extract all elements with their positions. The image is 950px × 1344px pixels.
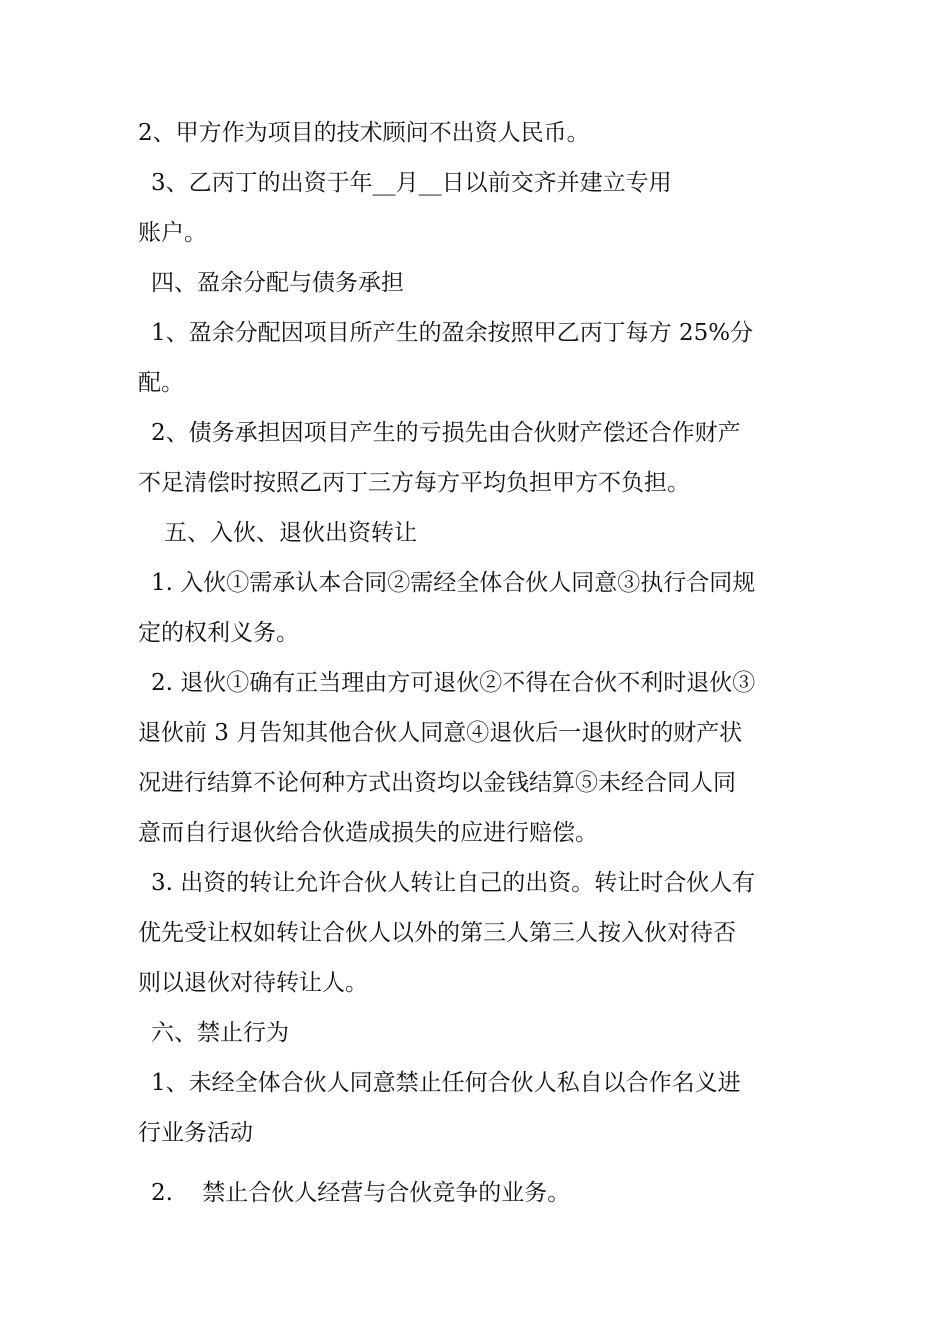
- paragraph-line: 3、乙丙丁的出资于年__月__日以前交齐并建立专用: [151, 170, 672, 196]
- paragraph-line: 2、债务承担因项目产生的亏损先由合伙财产偿还合作财产: [151, 420, 741, 446]
- paragraph-line: 优先受让权如转让合伙人以外的第三人第三人按入伙对待否: [138, 920, 736, 946]
- paragraph-line: 2. 退伙①确有正当理由方可退伙②不得在合伙不利时退伙③: [151, 670, 756, 696]
- paragraph-line: 意而自行退伙给合伙造成损失的应进行赔偿。: [138, 820, 598, 846]
- paragraph-line: 定的权利义务。: [138, 620, 299, 646]
- paragraph-line: 行业务活动: [138, 1120, 253, 1146]
- paragraph-line: 1. 入伙①需承认本合同②需经全体合伙人同意③执行合同规: [151, 570, 756, 596]
- paragraph-line: 退伙前 3 月告知其他合伙人同意④退伙后一退伙时的财产状: [138, 720, 743, 746]
- paragraph-line: 1、盈余分配因项目所产生的盈余按照甲乙丙丁每方 25%分: [151, 320, 754, 346]
- paragraph-line: 账户。: [138, 220, 207, 246]
- paragraph-line: 2. 禁止合伙人经营与合伙竞争的业务。: [151, 1180, 571, 1206]
- paragraph-line: 3. 出资的转让允许合伙人转让自己的出资。转让时合伙人有: [151, 870, 756, 896]
- paragraph-line: 配。: [138, 370, 184, 396]
- section-heading: 六、禁止行为: [151, 1020, 289, 1046]
- section-heading: 四、盈余分配与债务承担: [151, 270, 404, 296]
- paragraph-line: 况进行结算不论何种方式出资均以金钱结算⑤未经合同人同: [138, 770, 736, 796]
- paragraph-line: 则以退伙对待转让人。: [138, 970, 368, 996]
- section-heading: 五、入伙、退伙出资转让: [164, 520, 417, 546]
- paragraph-line: 不足清偿时按照乙丙丁三方每方平均负担甲方不负担。: [138, 470, 690, 496]
- paragraph-line: 1、未经全体合伙人同意禁止任何合伙人私自以合作名义进: [151, 1070, 741, 1096]
- paragraph-line: 2、甲方作为项目的技术顾问不出资人民币。: [138, 120, 590, 146]
